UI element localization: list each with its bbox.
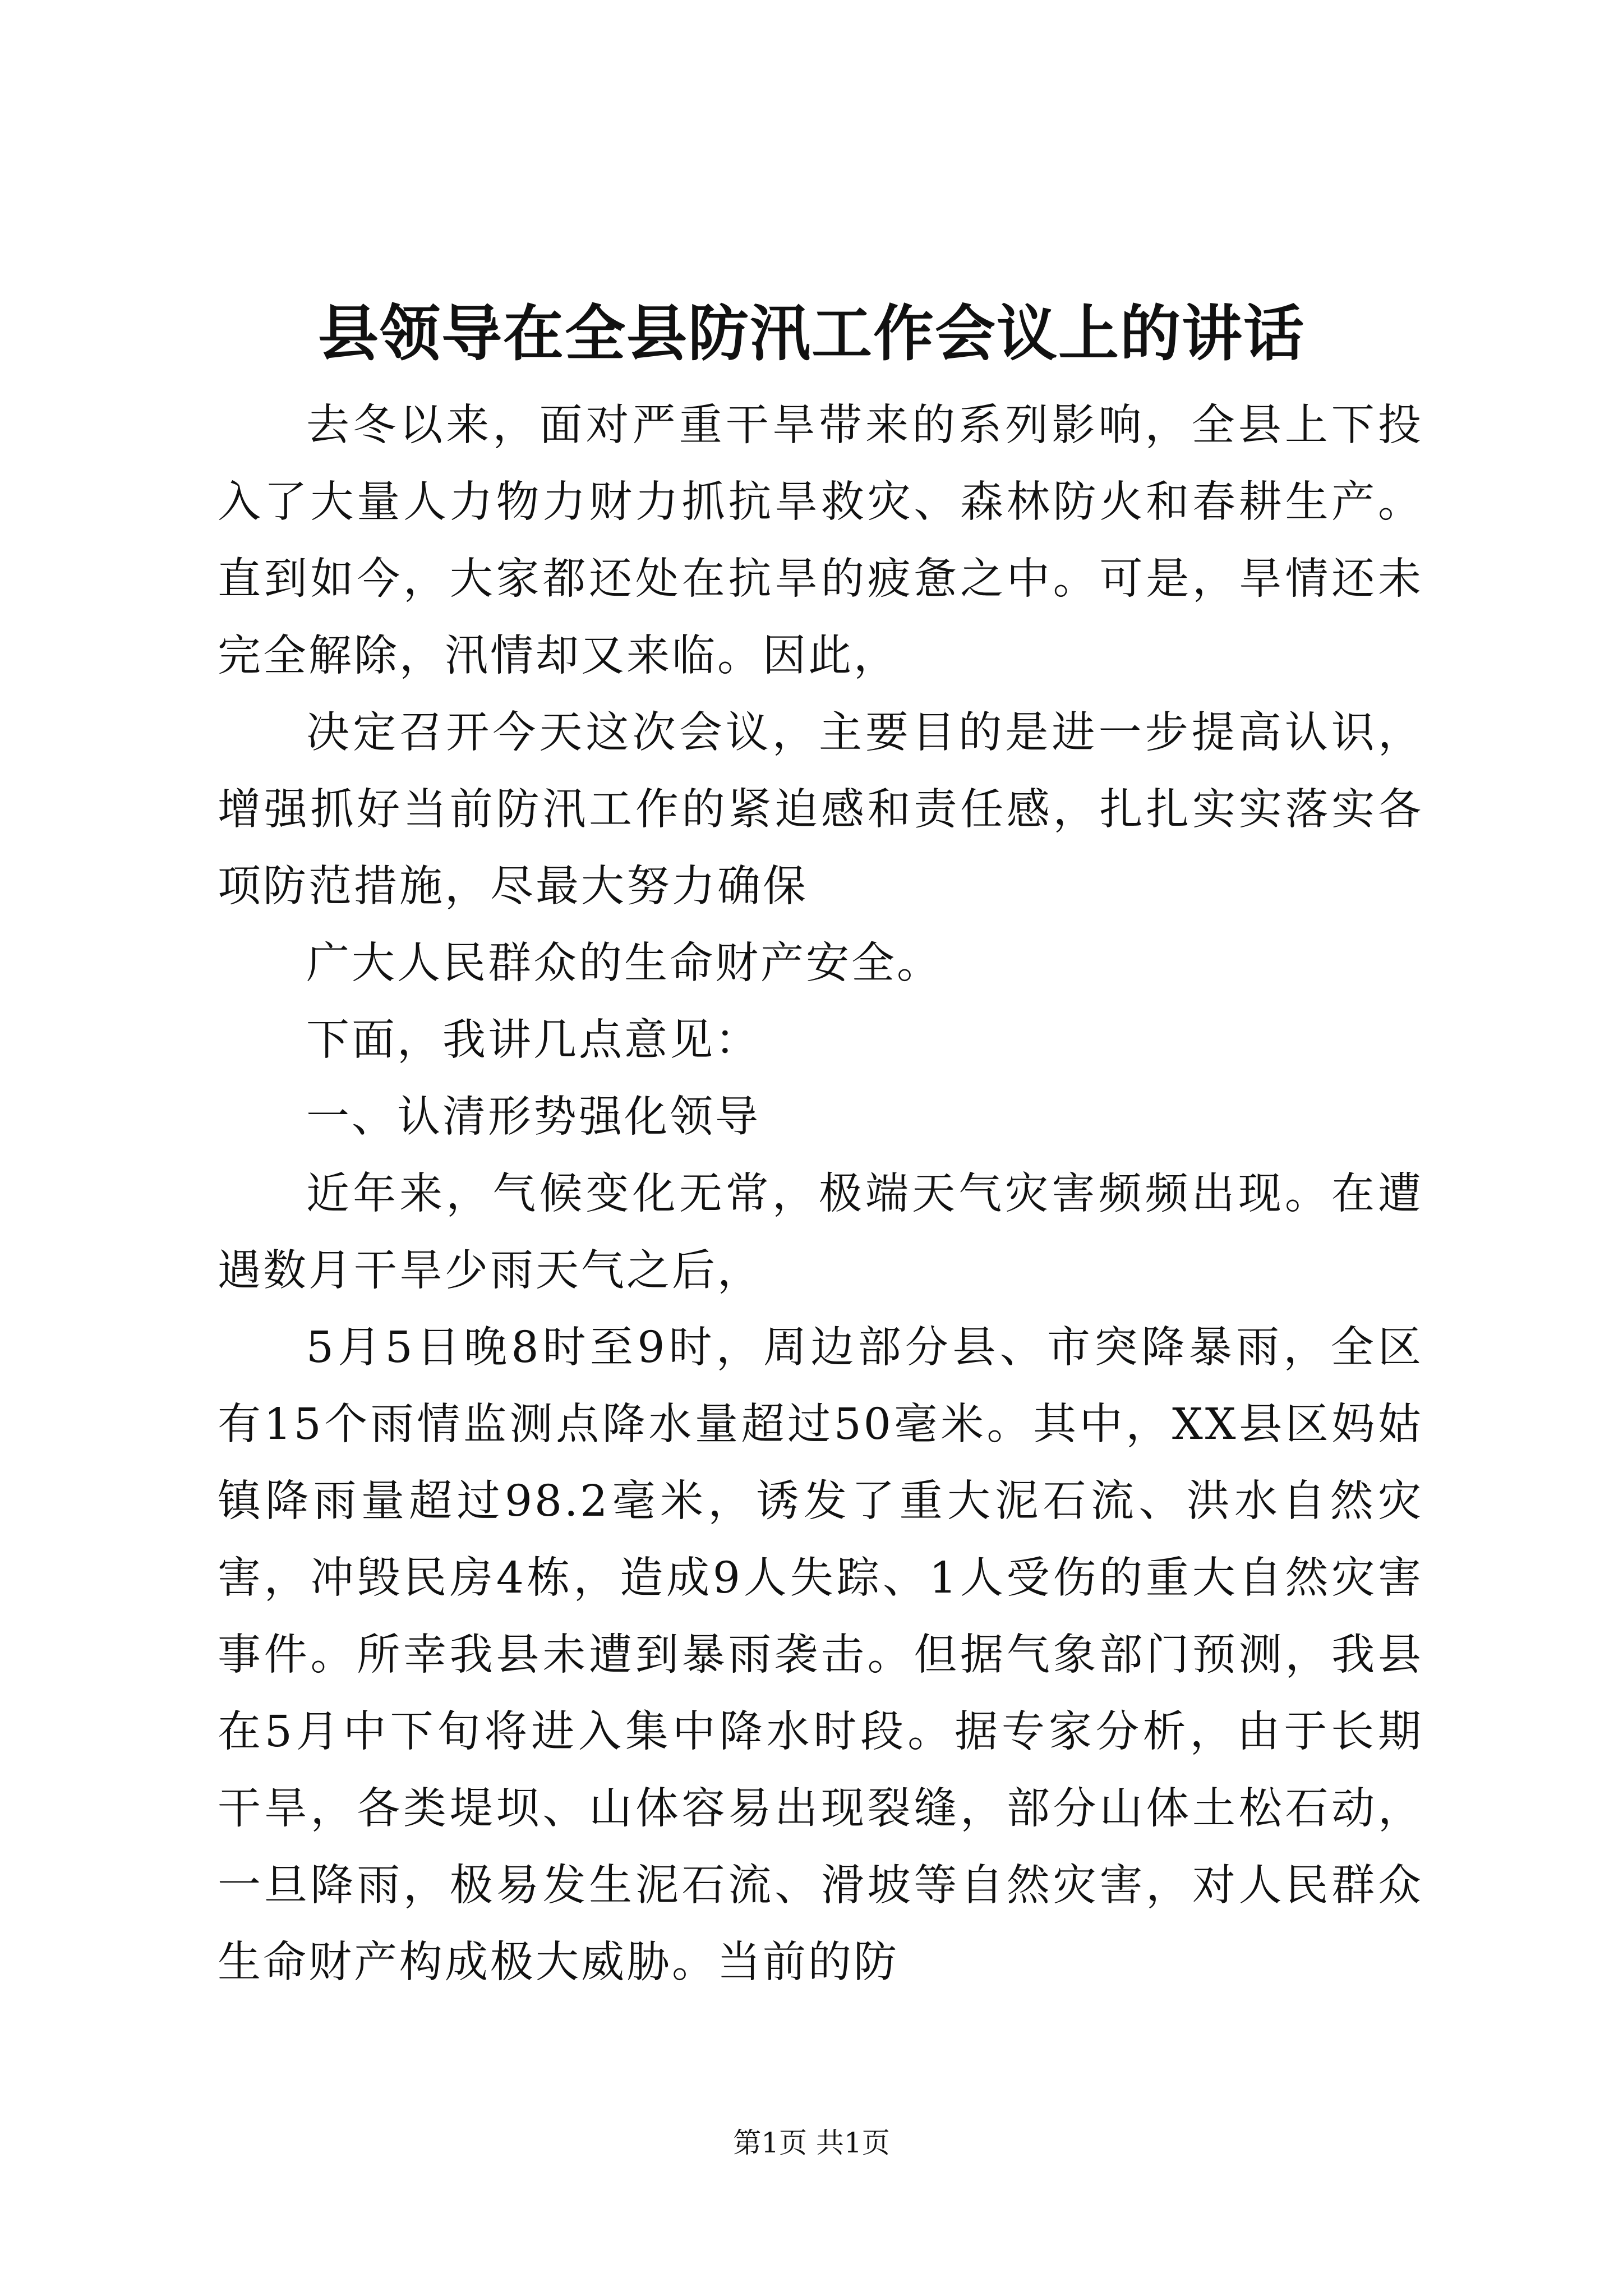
paragraph: 决定召开今天这次会议，主要目的是进一步提高认识，增强抓好当前防汛工作的紧迫感和责任感，扎扎实实落实各项防范措施，尽最大努力确保 (218, 708, 1423, 912)
paragraph: 近年来，气候变化无常，极端天气灾害频频出现。在遭遇数月干旱少雨天气之后， (218, 1169, 1423, 1296)
section-heading: 一、认清形势强化领导 (306, 1092, 760, 1142)
paragraph: 下面，我讲几点意见： (306, 1015, 760, 1065)
page-footer: 第1页 共1页 (733, 2127, 890, 2159)
paragraph: 去冬以来，面对严重干旱带来的系列影响，全县上下投入了大量人力物力财力抓抗旱救灾、森林防火和春耕生产。直到如今，大家都还处在抗旱的疲惫之中。可是，旱情还未完全解除，汛情却又来临。因此， (218, 401, 1423, 681)
paragraph: 广大人民群众的生命财产安全。 (306, 938, 942, 988)
document-title: 县领导在全县防汛工作会议上的讲话 (317, 298, 1305, 369)
paragraph: 5月5日晚8时至9时，周边部分县、市突降暴雨，全区有15个雨情监测点降水量超过50毫米。其中，XX县区妈姑镇降雨量超过98.2毫米，诱发了重大泥石流、洪水自然灾害，冲毁民房4栋，造成9人失踪、1人受伤的重大自然灾害事件。所幸我县未遭到暴雨袭击。但据气象部门预测，我县在5月中下旬将进入集中降水时段。据专家分析，由于长期干旱，各类堤坝、山体容易出现裂缝，部分山体土松石动，一旦降雨，极易发生泥石流、滑坡等自然灾害，对人民群众生命财产构成极大威胁。当前的防 (218, 1323, 1423, 1987)
document-body (218, 387, 1423, 2001)
